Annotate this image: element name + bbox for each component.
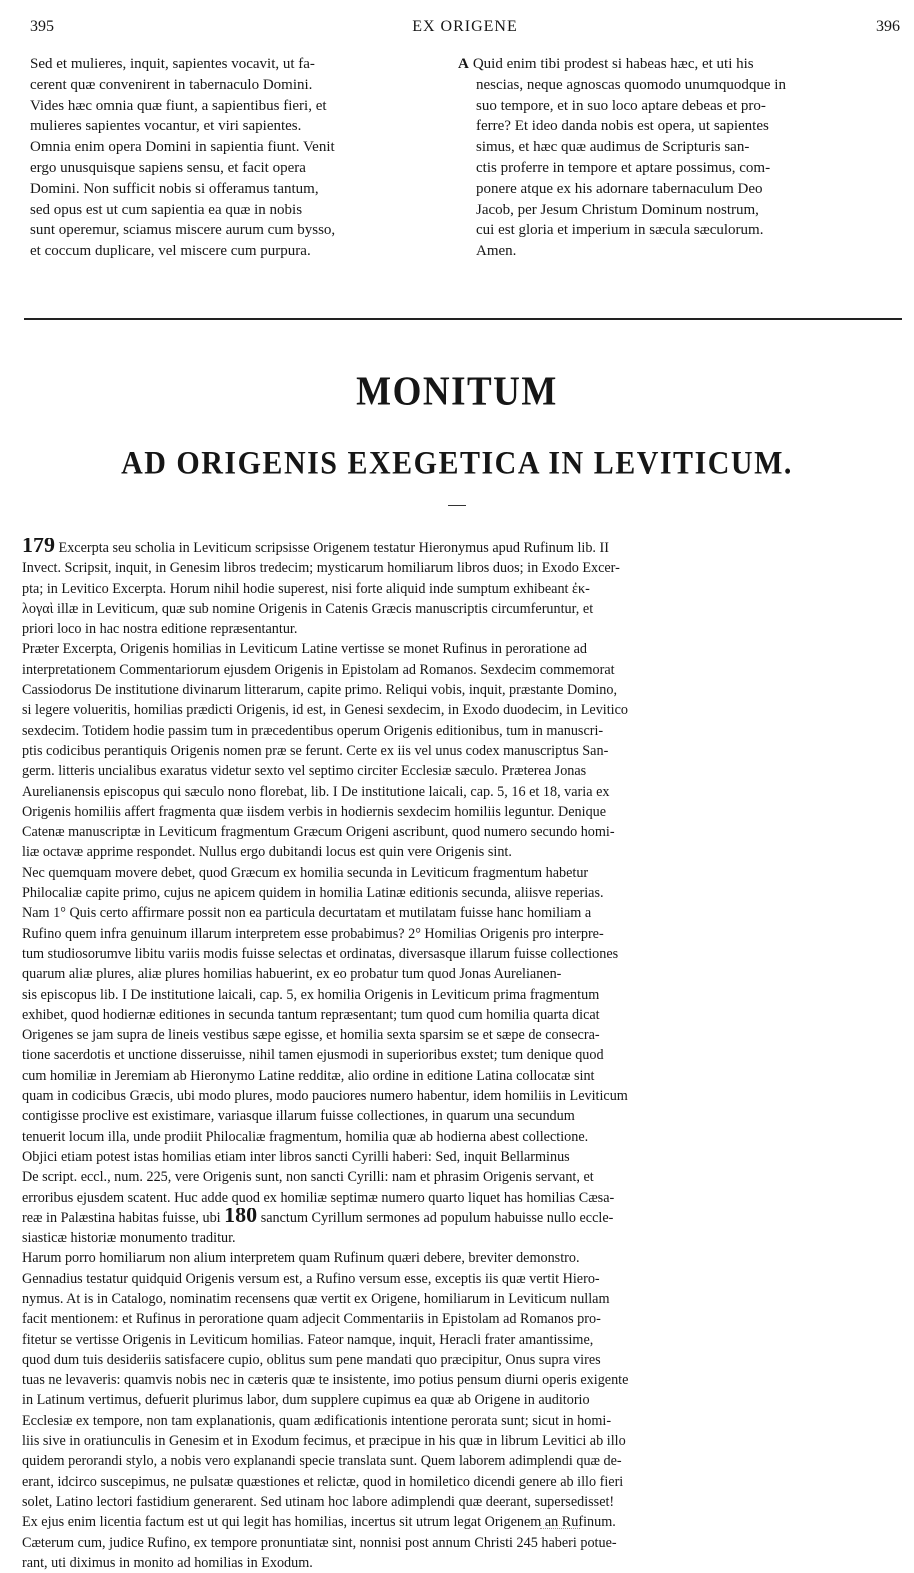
- text-line: Vides hæc omnia quæ fiunt, a sapientibus fieri, et: [30, 97, 327, 114]
- text-line: Amen.: [476, 243, 517, 260]
- body-line-content: sanctum Cyrillum sermones ad populum habuisse nullo eccle-: [257, 1209, 614, 1226]
- section-subtitle: AD ORIGENIS EXEGETICA IN LEVITICUM.: [121, 445, 793, 482]
- text-line: mulieres sapientes vocantur, et viri sapientes.: [30, 118, 302, 135]
- body-line: ptis codicibus perantiquis Origenis nomen præ se ferunt. Certe ex iis vel unus codex manuscriptus San-: [22, 742, 609, 759]
- body-line: De script. eccl., num. 225, vere Origenis sunt, non sancti Cyrilli: nam et phrasim Origenis servant, et: [22, 1169, 594, 1186]
- page-number-left: 395: [30, 18, 54, 35]
- body-line: si legere volueritis, homilias prædicti Origenis, id est, in Genesi sexdecim, in Exodo duodecim, in Levitico: [22, 702, 629, 719]
- column-number: 180: [224, 1207, 258, 1227]
- text-line: cerent quæ convenirent in tabernaculo Domini.: [30, 76, 313, 93]
- text-line: et coccum duplicare, vel miscere cum purpura.: [30, 243, 311, 260]
- text-line: ergo unusquisque sapiens sensu, et facit opera: [30, 159, 306, 176]
- body-line: quarum aliæ plures, aliæ plures homilias habuerint, ex eo probatur tum quod Jonas Aurelianen-: [22, 966, 562, 983]
- text-line: ferre? Et ideo danda nobis est opera, ut sapientes: [476, 118, 769, 135]
- body-line: priori loco in hac nostra editione repræsentantur.: [22, 621, 298, 638]
- monitum-body: [22, 538, 894, 1573]
- body-line: Rufino quem infra genuinum illarum interpretem esse probabimus? 2° Homilias Origenis pro interpre-: [22, 925, 604, 942]
- body-line: sis episcopus lib. I De institutione laicali, cap. 5, ex homilia Origenis in Leviticum prima fragmentum: [22, 986, 600, 1003]
- body-line: Philocaliæ capite primo, cujus ne apicem quidem in homilia Latinæ editionis secunda, aliisve reperias.: [22, 885, 604, 902]
- body-line: interpretationem Commentariorum ejusdem Origenis in Epistolam ad Romanos. Sexdecim commemorat: [22, 661, 615, 678]
- body-line-content: Excerpta seu scholia in Leviticum scripsisse Origenem testatur Hieronymus apud Rufinum lib. II: [55, 540, 609, 556]
- text-line: nescias, neque agnoscas quomodo unumquodque in: [476, 76, 786, 93]
- running-title: EX ORIGENE: [412, 18, 518, 35]
- body-line: Aurelianensis episcopus qui sæculo nono florebat, lib. I De institutione laicali, cap. 5, 16 et 18, varia ex: [22, 783, 610, 800]
- text-line: ctis proferre in tempore et aptare possimus, com-: [476, 159, 771, 176]
- body-line: quam in codicibus Græcis, ubi modo plures, modo pauciores numero habentur, idem homiliis in Leviticum: [22, 1088, 628, 1105]
- text-line: cui est gloria et imperium in sæcula sæculorum.: [476, 222, 764, 239]
- text-line: Sed et mulieres, inquit, sapientes vocavit, ut fa-: [30, 56, 315, 72]
- top-right-column: [458, 54, 900, 262]
- body-line: Cassiodorus De institutione divinarum litterarum, capite primo. Reliqui vobis, inquit, præstante Domino,: [22, 682, 618, 699]
- text-line: simus, et hæc quæ audimus de Scripturis san-: [476, 139, 750, 156]
- body-line: erant, idcirco suscepimus, ne pulsatæ quæstiones et relictæ, quod in homiletico dicendi genere ab illo fieri: [22, 1473, 624, 1490]
- text-line: sed opus est ut cum sapientia ea quæ in nobis: [30, 201, 303, 218]
- body-line: Origenes se jam supra de lineis vestibus sæpe egisse, et homilia sexta sparsim se et sæpe de consecra-: [22, 1027, 600, 1044]
- text-line: ponere atque ex his adornare tabernaculum Deo: [476, 180, 763, 197]
- body-line: quod dum tuis desideriis satisfacere cupio, oblitus sum pene mandati quo præcipitur, Onus supra vires: [22, 1351, 601, 1368]
- body-line: Objici etiam potest istas homilias etiam inter libros sancti Cyrilli haberi: Sed, inquit Bellarminus: [22, 1148, 570, 1165]
- body-line: Gennadius testatur quidquid Origenis versum est, a Rufino versum esse, exceptis iis quæ vertit Hiero-: [22, 1270, 600, 1287]
- body-line: liis sive in oratiunculis in Genesim et in Exodum fecimus, et præcipue in his quæ in librum Levitici ab illo: [22, 1433, 626, 1450]
- body-line: Harum porro homiliarum non alium interpretem quam Rufinum quæri debere, breviter demonstro.: [22, 1250, 580, 1267]
- body-line: tuas ne levaveris: quamvis nobis nec in cæteris quæ te insistente, imo potius pensum diurni operis exigente: [22, 1372, 629, 1389]
- text-line: [458, 54, 900, 75]
- running-header: [30, 18, 900, 42]
- body-line: siasticæ historiæ monumento traditur.: [22, 1230, 236, 1247]
- body-line: rant, uti diximus in monito ad homilias in Exodum.: [22, 1554, 313, 1571]
- body-line: pta; in Levitico Excerpta. Horum nihil hodie superest, nisi forte aliquid inde sumptum exhibeant ἐκ-: [22, 580, 590, 597]
- text-line: sunt operemur, sciamus miscere aurum cum bysso,: [30, 222, 336, 239]
- margin-marker: A: [458, 56, 469, 72]
- column-number: 179: [22, 538, 55, 557]
- body-line: cum homiliæ in Jeremiam ab Hieronymo Latine redditæ, alio ordine in editione Latina collocatæ sint: [22, 1067, 595, 1084]
- body-line: Ecclesiæ ex tempore, non tam explanationis, quam ædificationis intentione perorata sunt; sicut in homi-: [22, 1412, 612, 1429]
- top-left-column: [30, 54, 446, 262]
- body-line: tenuerit locum illa, unde prodiit Philocaliæ fragmentum, homilia quæ ab hodierna abest collectione.: [22, 1128, 589, 1145]
- body-line: erroribus ejusdem scatent. Huc adde quod ex homiliæ septimæ numero quarto liquet has homilias Cæsa-: [22, 1189, 615, 1206]
- body-line: Catenæ manuscriptæ in Leviticum fragmentum Græcum Origeni ascribunt, quod numero secundo homi-: [22, 824, 615, 841]
- body-line: Invect. Scripsit, inquit, in Genesim libros tredecim; mysticarum homiliarum libros duos; in Exodo Excer-: [22, 560, 620, 577]
- text-line: suo tempore, et in suo loco aptare debeas et pro-: [476, 97, 766, 114]
- body-line: λογαὶ illæ in Leviticum, quæ sub nomine Origenis in Catenis Græcis manuscriptis circumferuntur, et: [22, 600, 594, 617]
- body-line: Cæterum cum, judice Rufino, ex tempore pronuntiatæ sint, nonnisi post annum Christi 245 haberi potue-: [22, 1534, 617, 1551]
- body-line: liæ octavæ apprime respondet. Nullus ergo dubitandi locus est quin vere Origenis sint.: [22, 844, 512, 861]
- body-line-content: reæ in Palæstina habitas fuisse, ubi: [22, 1209, 225, 1226]
- body-line: solet, Latino lectori fastidium generarent. Sed utinam hoc labore adimplendi quæ deerant, supersedisset!: [22, 1493, 615, 1510]
- body-line: facit mentionem: et Rufinus in peroratione quam adjecit Commentariis in Epistolam ad Romanos pro-: [22, 1311, 601, 1328]
- body-line: tione sacerdotis et unctione disseruisse, nihil tamen ejusmodi in superioribus exstet; tum denique quod: [22, 1047, 604, 1064]
- body-line: tum studiosorumve libitu variis modis fuisse selectas et ordinatas, diversasque illarum fuisse collectiones: [22, 945, 619, 962]
- body-line: nymus. At is in Catalogo, nominatim recensens quæ vertit ex Origene, homiliarum in Leviticum nullam: [22, 1290, 610, 1307]
- body-line: in Latinum vertimus, defuerit plurimus labor, dum supplere cupimus ea quæ ab Origene in auditorio: [22, 1392, 590, 1409]
- body-line: Origenis homiliis affert fragmenta quæ iisdem verbis in hodiernis sexdecim homiliis leguntur. Denique: [22, 803, 607, 820]
- body-line: contigisse proclive est existimare, variasque illarum fuisse collectiones, in quarum una secundum: [22, 1108, 575, 1125]
- body-line: Nam 1° Quis certo affirmare possit non ea particula decurtatam et mutilatam fuisse hanc homiliam a: [22, 905, 592, 922]
- section-divider: [24, 318, 902, 320]
- text-line: Omnia enim opera Domini in sapientia fiunt. Venit: [30, 139, 335, 156]
- body-line: Præter Excerpta, Origenis homilias in Leviticum Latine vertisse se monet Rufinus in peroratione ad: [22, 641, 587, 658]
- body-line: exhibet, quod hodiernæ editiones in secunda tantum repræsentant; tum quod cum homilia quarta dicat: [22, 1006, 600, 1023]
- body-line: [22, 538, 894, 558]
- body-line: sexdecim. Totidem hodie passim tum in præcedentibus operum Origenis editionibus, tum in manuscri-: [22, 722, 604, 739]
- body-line: germ. litteris uncialibus exaratus videtur sexto vel septimo circiter Ecclesiæ sæculo. Præterea Jonas: [22, 763, 587, 780]
- text-line: Domini. Non sufficit nobis si offeramus tantum,: [30, 180, 319, 197]
- body-line: [22, 1208, 894, 1228]
- text-line: Jacob, per Jesum Christum Dominum nostrum,: [476, 201, 759, 218]
- text-line-content: Quid enim tibi prodest si habeas hæc, et uti his: [472, 56, 754, 72]
- body-line: Nec quemquam movere debet, quod Græcum ex homilia secunda in Leviticum fragmentum habetur: [22, 864, 589, 881]
- body-line: quidem perorandi stylo, a nobis vero explanandi specie translata sunt. Quem laborem adimplendi quæ de-: [22, 1453, 622, 1470]
- section-title: MONITUM: [356, 368, 558, 415]
- title-dash: [448, 505, 466, 506]
- page-end-mark: [540, 1528, 580, 1529]
- body-line: fitetur se vertisse Origenis in Leviticum homilias. Fateor namque, inquit, Heracli frater amantissime,: [22, 1331, 594, 1348]
- page-number-right: 396: [876, 18, 900, 35]
- body-line: Ex ejus enim licentia factum est ut qui legit has homilias, incertus sit utrum legat Origenem an Rufinum.: [22, 1514, 616, 1531]
